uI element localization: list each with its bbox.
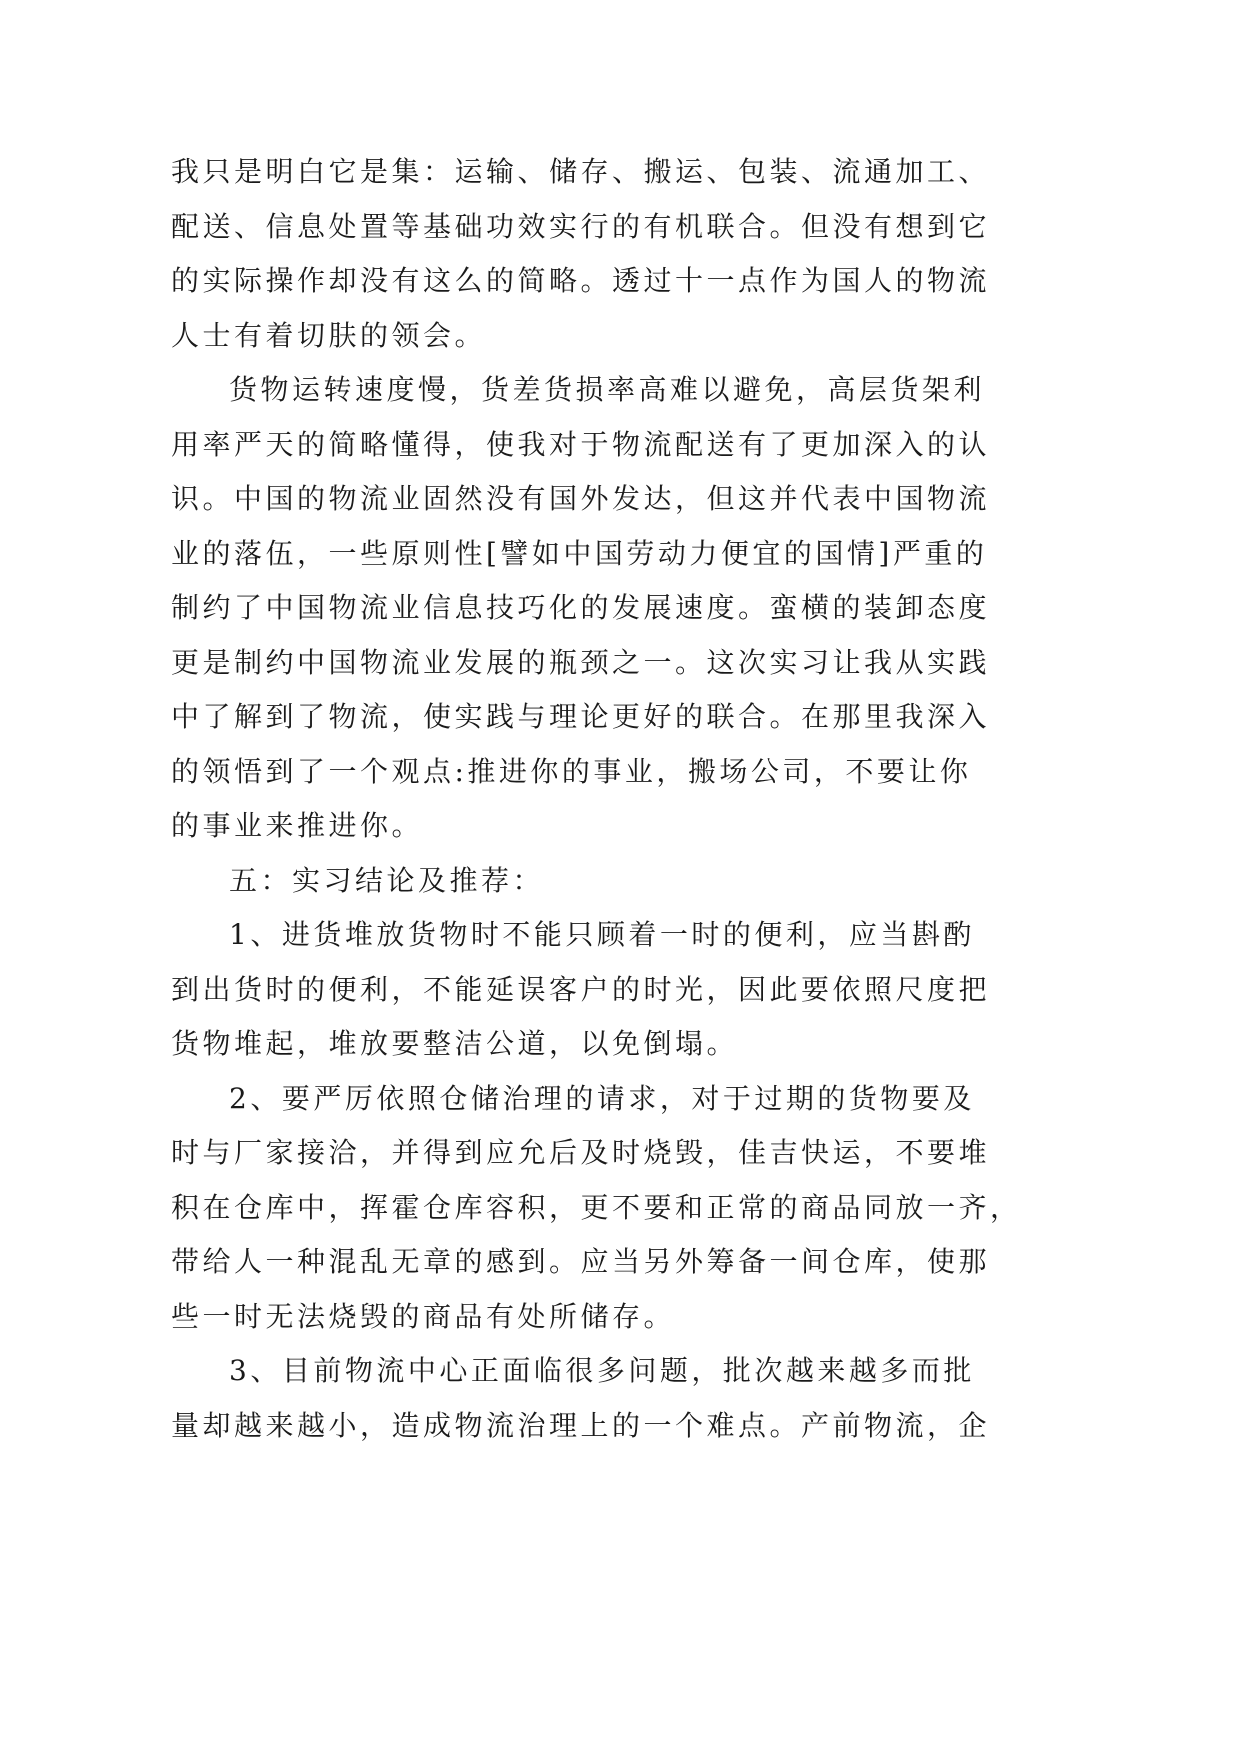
text-line: 量却越来越小，造成物流治理上的一个难点。产前物流，企 (171, 1408, 991, 1442)
text-line: 配送、信息处置等基础功效实行的有机联合。但没有想到它 (171, 209, 991, 243)
text-line: 的领悟到了一个观点:推进你的事业，搬场公司，不要让你 (171, 754, 972, 788)
text-line: 的实际操作却没有这么的简略。透过十一点作为国人的物流 (171, 264, 991, 297)
text-line: 带给人一种混乱无章的感到。应当另外筹备一间仓库，使那 (171, 1245, 991, 1278)
text-line: 中了解到了物流，使实践与理论更好的联合。在那里我深入 (171, 700, 991, 733)
document-body (171, 145, 1022, 1453)
list-item-2-first-line: 2、要严厉依照仓储治理的请求，对于过期的货物要及 (229, 1081, 975, 1115)
text-line: 我只是明白它是集：运输、储存、搬运、包装、流通加工、 (171, 155, 991, 188)
paragraph-first-line: 货物运转速度慢，货差货损率高难以避免，高层货架利 (229, 373, 986, 406)
text-line: 积在仓库中，挥霍仓库容积，更不要和正常的商品同放一齐， (171, 1190, 1022, 1224)
text-line: 用率严天的简略懂得，使我对于物流配送有了更加深入的认 (171, 427, 991, 461)
list-item-1-first-line: 1、进货堆放货物时不能只顾着一时的便利，应当斟酌 (229, 918, 975, 951)
text-line: 人士有着切肤的领会。 (171, 318, 487, 352)
text-line: 时与厂家接洽，并得到应允后及时烧毁，佳吉快运，不要堆 (171, 1136, 991, 1169)
text-line: 业的落伍，一些原则性[譬如中国劳动力便宜的国情]严重的 (171, 536, 988, 570)
text-line: 到出货时的便利，不能延误客户的时光，因此要依照尺度把 (171, 972, 991, 1006)
section-heading: 五：实习结论及推荐： (229, 863, 545, 897)
text-line: 识。中国的物流业固然没有国外发达，但这并代表中国物流 (171, 482, 991, 515)
text-line: 制约了中国物流业信息技巧化的发展速度。蛮横的装卸态度 (171, 591, 991, 624)
text-line: 些一时无法烧毁的商品有处所储存。 (171, 1299, 676, 1333)
text-line: 更是制约中国物流业发展的瓶颈之一。这次实习让我从实践 (171, 645, 991, 679)
text-line: 的事业来推进你。 (171, 809, 424, 842)
text-line: 货物堆起，堆放要整洁公道，以免倒塌。 (171, 1027, 739, 1060)
list-item-3-first-line: 3、目前物流中心正面临很多问题，批次越来越多而批 (229, 1354, 975, 1387)
